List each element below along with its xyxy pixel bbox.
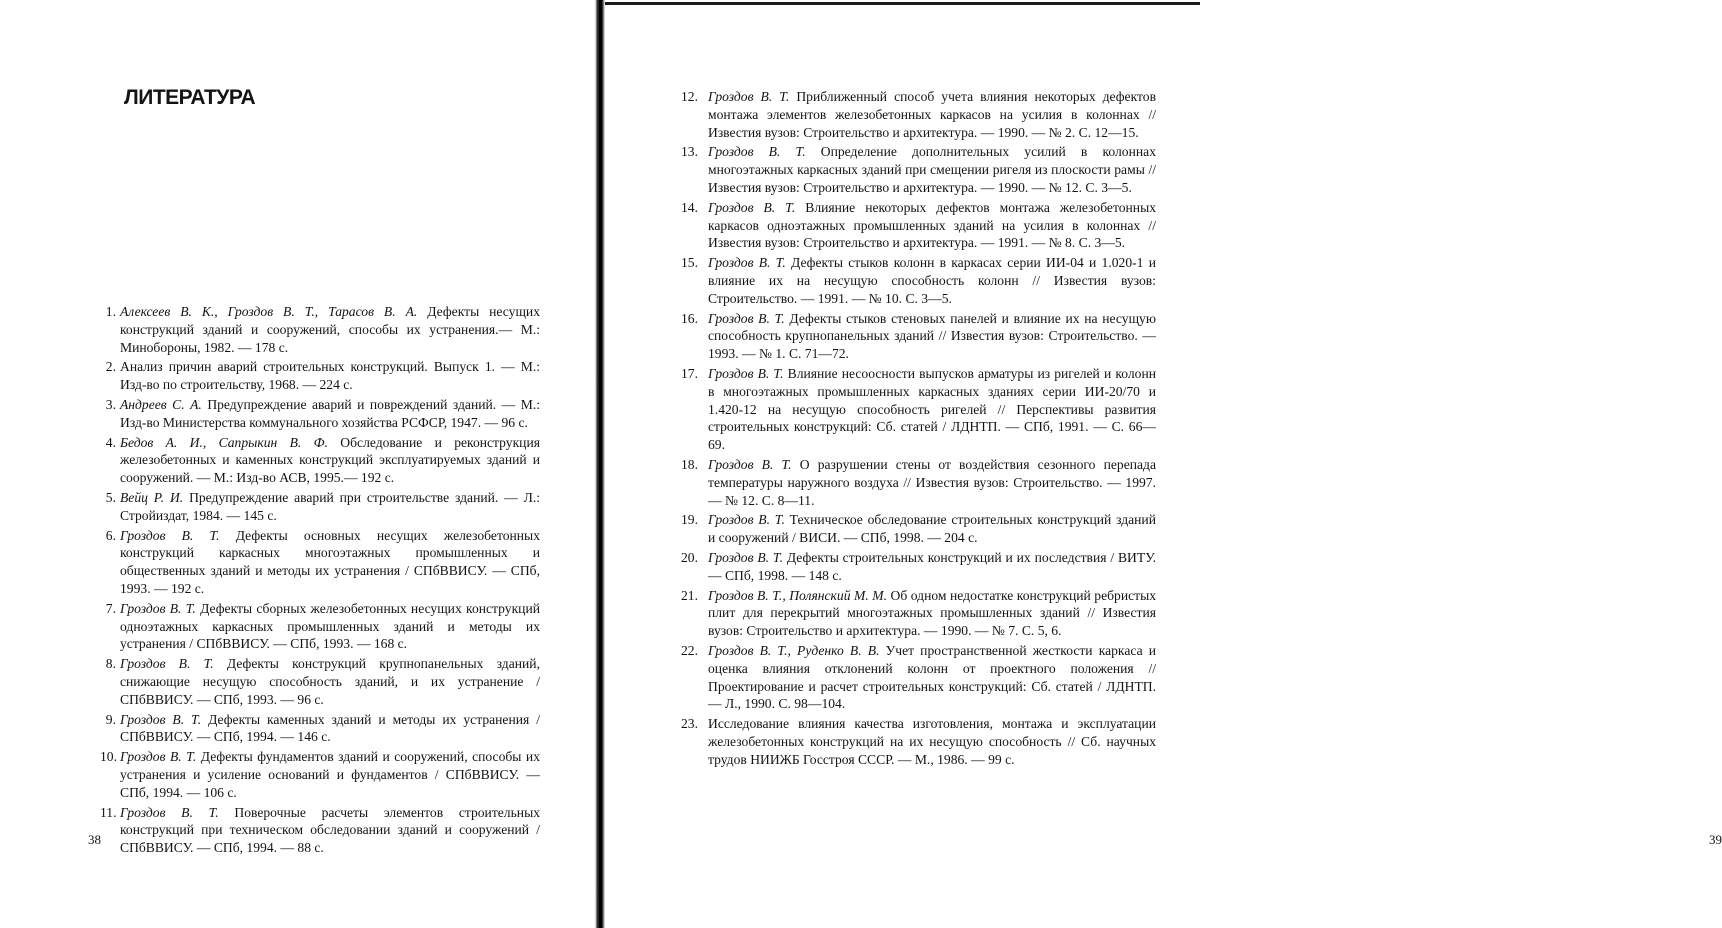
reference-item — [664, 642, 1156, 713]
reference-item — [100, 711, 540, 747]
reference-author: Гроздов В. Т. — [708, 89, 790, 104]
reference-number: 18. — [681, 456, 698, 472]
reference-text: Об одном недостатке конструкций ребристых плит для перекрытий многоэтажных промышленных зданий // Известия вузов: Строительство и архитектура. — 1990. — № 7. С. 5, 6. — [708, 587, 1157, 639]
reference-author: Гроздов В. Т. — [708, 144, 806, 160]
reference-author: Гроздов В. Т. — [708, 549, 783, 565]
reference-item — [100, 804, 540, 857]
reference-author: Гроздов В. Т., Руденко В. В. — [708, 642, 880, 658]
reference-text: Техническое обследование строительных конструкций зданий и сооружений / ВИСИ. — СПб, 1998. — 204 с. — [708, 512, 1156, 546]
reference-item — [664, 365, 1156, 454]
reference-text: Исследование влияния качества изготовления, монтажа и эксплуатации железобетонных конструкций на их несущую способность // Сб. научных трудов НИИЖБ Госстроя СССР. — М., 1986. — 99 с. — [708, 716, 1156, 767]
reference-author: Гроздов В. Т. — [120, 600, 196, 616]
reference-text: Определение дополнительных усилий в колоннах многоэтажных каркасных зданий при смещении ригеля из плоскости рамы // Известия вузов: Строительство и архитектура. — 1990. — № 12. С. 3—5. — [708, 144, 1156, 195]
reference-text: Влияние несоосности выпусков арматуры из ригелей и колонн в многоэтажных промышленных каркасных зданиях серии ИИ-20/70 и 1.420-12 на несущую способность ригелей // Перспективы развития строительных конструкций: Сб. статей / ЛДНТП. — СПб, 1991. — С. 66—69. — [708, 365, 1156, 453]
reference-text: Обследование и реконструкция железобетонных и каменных конструкций эксплуатируемых зданий и сооружений. — М.: Изд-во АСВ, 1995.— 192 с. — [120, 434, 540, 486]
reference-number: 12. — [681, 89, 698, 104]
reference-author: Вейц Р. И. — [120, 489, 184, 505]
reference-item — [664, 310, 1156, 363]
reference-text: Дефекты каменных зданий и методы их устранения / СПбВВИСУ. — СПб, 1994. — 146 с. — [120, 711, 540, 745]
reference-text: О разрушении стены от воздействия сезонного перепада температуры наружного воздуха // Известия вузов: Строительство. — 1997. — № 12. С. 8—11. — [708, 456, 1157, 508]
reference-number: 16. — [681, 310, 698, 326]
reference-number: 4. — [105, 434, 116, 450]
reference-number: 5. — [105, 489, 116, 505]
right-page — [602, 0, 1722, 928]
reference-author: Бедов А. И., Сапрыкин В. Ф. — [120, 434, 328, 450]
reference-item — [664, 587, 1156, 640]
reference-item — [100, 434, 540, 487]
reference-number: 8. — [105, 656, 116, 672]
reference-number: 3. — [105, 396, 116, 412]
reference-text: Влияние некоторых дефектов монтажа железобетонных каркасов одноэтажных промышленных зданий на усилия в колоннах // Известия вузов: Строительство и архитектура. — 1991. — № 8. С. 3—5. — [708, 199, 1157, 251]
section-heading: ЛИТЕРАТУРА — [124, 86, 256, 109]
reference-number: 17. — [681, 365, 698, 381]
reference-text: Учет пространственной жесткости каркаса и оценка влияния отклонений колонн от проектного положения // Проектирование и расчет строительных конструкций: Сб. статей / ЛДНТП. — Л., 1990. С. 98—104. — [708, 642, 1156, 712]
reference-author: Гроздов В. Т. — [708, 255, 786, 271]
reference-number: 15. — [681, 255, 698, 271]
reference-item — [100, 303, 540, 356]
reference-text: Дефекты основных несущих железобетонных конструкций каркасных многоэтажных промышленных и общественных зданий и методы их устранения / СПбВВИСУ. — СПб, 1993. — 192 с. — [120, 527, 540, 596]
reference-text: Дефекты фундаментов зданий и сооружений, способы их устранения и усиление оснований и фундаментов / СПбВВИСУ. — СПб, 1994. — 106 с. — [120, 749, 540, 800]
reference-author: Алексеев В. К., Гроздов В. Т., Тарасов В. А. — [120, 304, 418, 319]
reference-item — [664, 88, 1156, 141]
reference-text: Приближенный способ учета влияния некоторых дефектов монтажа элементов железобетонных каркасов на усилия в колоннах // Известия вузов: Строительство и архитектура. — 1990. — № 2. С. 12—15. — [708, 89, 1156, 140]
reference-number: 6. — [105, 527, 116, 543]
page-number-right: 39 — [1709, 832, 1722, 847]
reference-item — [664, 715, 1156, 768]
reference-text: Предупреждение аварий и повреждений зданий. — М.: Изд-во Министерства коммунального хозяйства РСФСР, 1947. — 96 с. — [120, 396, 540, 430]
reference-number: 20. — [681, 549, 698, 565]
reference-item — [100, 396, 540, 432]
reference-text: Дефекты стыков стеновых панелей и влияние их на несущую способность крупнопанельных зданий // Известия вузов: Строительство. — 1993. — № 1. С. 71—72. — [708, 310, 1156, 362]
reference-item — [100, 655, 540, 708]
reference-text: Поверочные расчеты элементов строительных конструкций при техническом обследовании зданий и сооружений / СПбВВИСУ. — СПб, 1994. — 88 с. — [120, 804, 540, 856]
reference-number: 22. — [681, 642, 698, 658]
reference-author: Гроздов В. Т. — [120, 527, 220, 543]
page-number-left: 38 — [88, 832, 101, 847]
reference-text: Анализ причин аварий строительных конструкций. Выпуск 1. — М.: Изд-во по строительству, 1968. — 224 с. — [120, 359, 540, 393]
reference-item — [664, 254, 1156, 307]
reference-text: Дефекты сборных железобетонных несущих конструкций одноэтажных каркасных промышленных зданий и методы их устранения / СПбВВИСУ. — СПб, 1993. — 168 с. — [120, 600, 540, 652]
reference-item — [664, 143, 1156, 196]
reference-list-left — [100, 303, 540, 859]
reference-text: Дефекты строительных конструкций и их последствия / ВИТУ. — СПб, 1998. — 148 с. — [708, 549, 1156, 583]
reference-number: 11. — [100, 804, 117, 820]
reference-item — [100, 600, 540, 653]
reference-author: Гроздов В. Т. — [120, 656, 214, 672]
reference-author: Гроздов В. Т., Полянский М. М. — [708, 587, 887, 603]
reference-author: Гроздов В. Т. — [120, 804, 219, 820]
reference-item — [100, 358, 540, 394]
reference-number: 10. — [100, 749, 117, 765]
reference-number: 13. — [681, 144, 698, 160]
reference-number: 14. — [681, 199, 698, 215]
reference-number: 9. — [105, 711, 116, 727]
reference-number: 1. — [105, 304, 116, 319]
reference-author: Гроздов В. Т. — [120, 749, 197, 765]
reference-text: Дефекты несущих конструкций зданий и сооружений, способы их устранения.— М.: Минобороны, 1982. — 178 с. — [120, 304, 540, 355]
left-page — [0, 0, 600, 928]
reference-item — [100, 489, 540, 525]
reference-text: Дефекты стыков колонн в каркасах серии ИИ-04 и 1.020-1 и влияние их на несущую способность колонн // Известия вузов: Строительство. — 1991. — № 10. С. 3—5. — [708, 255, 1156, 306]
reference-author: Гроздов В. Т. — [708, 199, 796, 215]
reference-author: Гроздов В. Т. — [708, 456, 792, 472]
reference-item — [664, 456, 1156, 509]
reference-author: Гроздов В. Т. — [120, 711, 202, 727]
reference-text: Дефекты конструкций крупнопанельных зданий, снижающие несущую способность зданий, и их устранение / СПбВВИСУ. — СПб, 1993. — 96 с. — [120, 656, 540, 707]
reference-number: 23. — [681, 716, 698, 732]
reference-item — [664, 549, 1156, 585]
reference-author: Гроздов В. Т. — [708, 512, 785, 528]
reference-item — [664, 511, 1156, 547]
reference-list-right — [664, 88, 1156, 770]
reference-author: Андреев С. А. — [120, 396, 202, 412]
reference-author: Гроздов В. Т. — [708, 310, 785, 326]
reference-number: 7. — [105, 600, 116, 616]
reference-number: 21. — [681, 587, 698, 603]
reference-item — [100, 748, 540, 801]
reference-item — [100, 527, 540, 598]
reference-author: Гроздов В. Т. — [708, 365, 784, 381]
reference-number: 2. — [105, 359, 116, 375]
reference-item — [664, 199, 1156, 252]
reference-number: 19. — [681, 512, 698, 528]
reference-text: Предупреждение аварий при строительстве зданий. — Л.: Стройиздат, 1984. — 145 с. — [120, 489, 540, 523]
